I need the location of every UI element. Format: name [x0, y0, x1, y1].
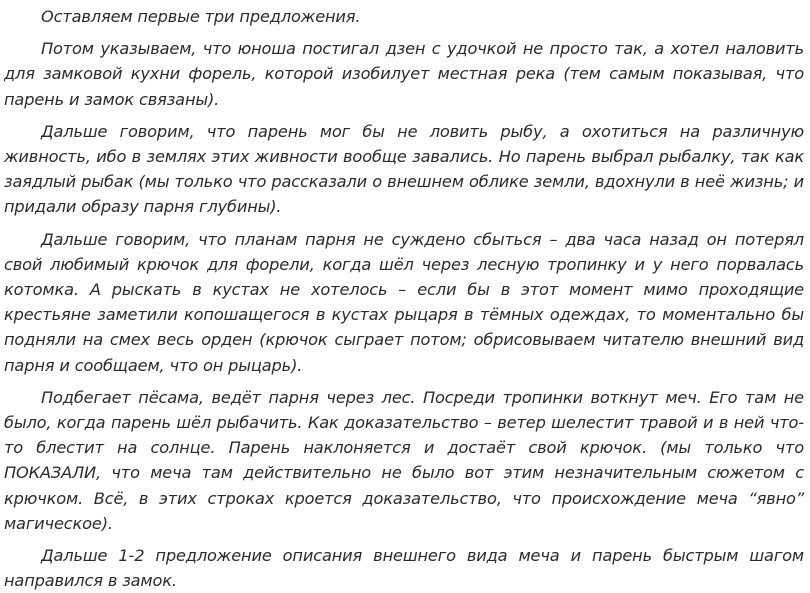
paragraph-2: Потом указываем, что юноша постигал дзен с удочкой не просто так, а хотел наловить для замковой кухни форель, которой изобилует местная река (тем самым показывая, что парень и замок связаны). — [4, 39, 804, 109]
paragraph-4: Дальше говорим, что планам парня не суждено сбыться – два часа назад он потерял свой любимый крючок для форели, когда шёл через лесную тропинку и у него порвалась котомка. А рыскать в кустах не хотелось – если бы в этот момент мимо проходящие крестьяне заметили копошащегося в кустах рыцаря в тёмных одеждах, то моментально бы подняли на смех весь орден (крючок сыграет потом; обрисовываем читателю внешний вид парня и сообщаем, что он рыцарь). — [4, 229, 804, 375]
paragraph-6: Дальше 1-2 предложение описания внешнего вида меча и парень быстрым шагом направился в замок. — [4, 546, 804, 591]
paragraph-3: Дальше говорим, что парень мог бы не ловить рыбу, а охотиться на различную живность, ибо в землях этих живности вообще завались. Но парень выбрал рыбалку, так как заядлый рыбак (мы только что рассказали о внешнем облике земли, вдохнули в неё жизнь; и придали образу парня глубины). — [4, 121, 804, 217]
paragraph-5: Подбегает пёсама, ведёт парня через лес. Посреди тропинки воткнут меч. Его там не было, когда парень шёл рыбачить. Как доказательство – ветер шелестит травой и в ней что-то блестит на солнце. Парень наклоняется и достаёт свой крючок. (мы только что ПОКАЗАЛИ, что меча там действительно не было вот этим незначительным сюжетом с крючком. Всё, в этих строках кроется доказательство, что происхождение меча “явно” магическое). — [4, 387, 804, 533]
paragraph-1: Оставляем первые три предложения. — [41, 7, 361, 26]
